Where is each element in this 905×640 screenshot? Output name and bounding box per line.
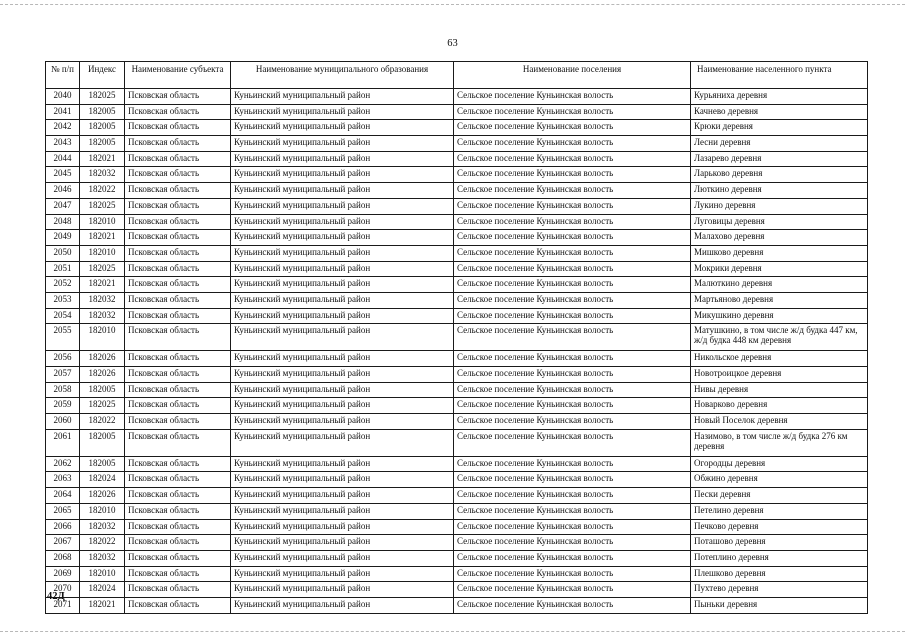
cell-municipality: Куньинский муниципальный район bbox=[231, 535, 454, 551]
cell-settlement: Сельское поселение Куньинская волость bbox=[454, 151, 691, 167]
cell-settlement: Сельское поселение Куньинская волость bbox=[454, 566, 691, 582]
cell-municipality: Куньинский муниципальный район bbox=[231, 582, 454, 598]
cell-locality: Поташово деревня bbox=[691, 535, 868, 551]
cell-num: 2061 bbox=[46, 429, 80, 456]
cell-subject: Псковская область bbox=[125, 104, 231, 120]
table-row bbox=[46, 214, 868, 230]
cell-num: 2050 bbox=[46, 245, 80, 261]
table-row bbox=[46, 104, 868, 120]
cell-settlement: Сельское поселение Куньинская волость bbox=[454, 89, 691, 105]
cell-subject: Псковская область bbox=[125, 120, 231, 136]
cell-index: 182021 bbox=[80, 597, 125, 613]
cell-index: 182022 bbox=[80, 414, 125, 430]
table-row bbox=[46, 488, 868, 504]
cell-index: 182025 bbox=[80, 198, 125, 214]
cell-num: 2065 bbox=[46, 503, 80, 519]
cell-num: 2068 bbox=[46, 550, 80, 566]
cell-num: 2042 bbox=[46, 120, 80, 136]
cell-subject: Псковская область bbox=[125, 566, 231, 582]
cell-index: 182032 bbox=[80, 292, 125, 308]
cell-municipality: Куньинский муниципальный район bbox=[231, 136, 454, 152]
cell-settlement: Сельское поселение Куньинская волость bbox=[454, 367, 691, 383]
cell-municipality: Куньинский муниципальный район bbox=[231, 230, 454, 246]
cell-settlement: Сельское поселение Куньинская волость bbox=[454, 214, 691, 230]
cell-subject: Псковская область bbox=[125, 198, 231, 214]
cell-num: 2053 bbox=[46, 292, 80, 308]
cell-subject: Псковская область bbox=[125, 429, 231, 456]
cell-settlement: Сельское поселение Куньинская волость bbox=[454, 230, 691, 246]
table-row bbox=[46, 89, 868, 105]
cell-subject: Псковская область bbox=[125, 308, 231, 324]
cell-num: 2045 bbox=[46, 167, 80, 183]
cell-settlement: Сельское поселение Куньинская волость bbox=[454, 183, 691, 199]
cell-settlement: Сельское поселение Куньинская волость bbox=[454, 324, 691, 351]
table-row bbox=[46, 429, 868, 456]
cell-subject: Псковская область bbox=[125, 351, 231, 367]
cell-subject: Псковская область bbox=[125, 414, 231, 430]
cell-locality: Качнево деревня bbox=[691, 104, 868, 120]
cell-index: 182010 bbox=[80, 324, 125, 351]
table-row bbox=[46, 503, 868, 519]
table-row bbox=[46, 382, 868, 398]
header-subject: Наименование субъекта bbox=[125, 62, 231, 89]
cell-index: 182005 bbox=[80, 382, 125, 398]
cell-locality: Матушкино, в том числе ж/д будка 447 км, ж/д будка 448 км деревня bbox=[691, 324, 868, 351]
cell-index: 182025 bbox=[80, 398, 125, 414]
cell-locality: Мишково деревня bbox=[691, 245, 868, 261]
cell-num: 2051 bbox=[46, 261, 80, 277]
cell-num: 2049 bbox=[46, 230, 80, 246]
cell-index: 182026 bbox=[80, 488, 125, 504]
cell-subject: Псковская область bbox=[125, 382, 231, 398]
cell-subject: Псковская область bbox=[125, 261, 231, 277]
table-row bbox=[46, 120, 868, 136]
cell-locality: Лазарево деревня bbox=[691, 151, 868, 167]
cell-locality: Малюткино деревня bbox=[691, 277, 868, 293]
table-row bbox=[46, 367, 868, 383]
cell-settlement: Сельское поселение Куньинская волость bbox=[454, 245, 691, 261]
header-num: № п/п bbox=[46, 62, 80, 89]
cell-index: 182026 bbox=[80, 351, 125, 367]
cell-subject: Псковская область bbox=[125, 488, 231, 504]
cell-index: 182022 bbox=[80, 183, 125, 199]
cell-num: 2059 bbox=[46, 398, 80, 414]
cell-num: 2057 bbox=[46, 367, 80, 383]
table-row bbox=[46, 398, 868, 414]
cell-num: 2058 bbox=[46, 382, 80, 398]
header-settlement: Наименование поселения bbox=[454, 62, 691, 89]
cell-locality: Лесни деревня bbox=[691, 136, 868, 152]
cell-settlement: Сельское поселение Куньинская волость bbox=[454, 104, 691, 120]
cell-subject: Псковская область bbox=[125, 519, 231, 535]
cell-locality: Новарково деревня bbox=[691, 398, 868, 414]
table-row bbox=[46, 292, 868, 308]
table-row bbox=[46, 535, 868, 551]
cell-index: 182005 bbox=[80, 429, 125, 456]
cell-municipality: Куньинский муниципальный район bbox=[231, 214, 454, 230]
header-municipality: Наименование муниципального образования bbox=[231, 62, 454, 89]
cell-index: 182032 bbox=[80, 308, 125, 324]
table-row bbox=[46, 519, 868, 535]
cell-locality: Петелино деревня bbox=[691, 503, 868, 519]
cell-locality: Пухтево деревня bbox=[691, 582, 868, 598]
cell-municipality: Куньинский муниципальный район bbox=[231, 550, 454, 566]
table-row bbox=[46, 198, 868, 214]
cell-municipality: Куньинский муниципальный район bbox=[231, 351, 454, 367]
cell-locality: Пыньки деревня bbox=[691, 597, 868, 613]
cell-subject: Псковская область bbox=[125, 230, 231, 246]
cell-index: 182010 bbox=[80, 566, 125, 582]
cell-municipality: Куньинский муниципальный район bbox=[231, 89, 454, 105]
cell-locality: Мартьяново деревня bbox=[691, 292, 868, 308]
table-row bbox=[46, 472, 868, 488]
cell-settlement: Сельское поселение Куньинская волость bbox=[454, 277, 691, 293]
cell-settlement: Сельское поселение Куньинская волость bbox=[454, 488, 691, 504]
table-row bbox=[46, 456, 868, 472]
cell-subject: Псковская область bbox=[125, 167, 231, 183]
cell-num: 2067 bbox=[46, 535, 80, 551]
cell-municipality: Куньинский муниципальный район bbox=[231, 472, 454, 488]
cell-subject: Псковская область bbox=[125, 472, 231, 488]
cell-subject: Псковская область bbox=[125, 292, 231, 308]
cell-locality: Малахово деревня bbox=[691, 230, 868, 246]
cell-settlement: Сельское поселение Куньинская волость bbox=[454, 308, 691, 324]
cell-municipality: Куньинский муниципальный район bbox=[231, 488, 454, 504]
cell-num: 2043 bbox=[46, 136, 80, 152]
cell-municipality: Куньинский муниципальный район bbox=[231, 414, 454, 430]
cell-locality: Нивы деревня bbox=[691, 382, 868, 398]
cell-municipality: Куньинский муниципальный район bbox=[231, 292, 454, 308]
cell-subject: Псковская область bbox=[125, 324, 231, 351]
cell-index: 182022 bbox=[80, 535, 125, 551]
cell-municipality: Куньинский муниципальный район bbox=[231, 456, 454, 472]
cell-num: 2040 bbox=[46, 89, 80, 105]
table-header-row bbox=[46, 62, 868, 89]
cell-num: 2047 bbox=[46, 198, 80, 214]
cell-locality: Никольское деревня bbox=[691, 351, 868, 367]
cell-municipality: Куньинский муниципальный район bbox=[231, 503, 454, 519]
cell-municipality: Куньинский муниципальный район bbox=[231, 277, 454, 293]
cell-settlement: Сельское поселение Куньинская волость bbox=[454, 414, 691, 430]
cell-index: 182021 bbox=[80, 230, 125, 246]
cell-subject: Псковская область bbox=[125, 214, 231, 230]
cell-settlement: Сельское поселение Куньинская волость bbox=[454, 472, 691, 488]
table-row bbox=[46, 351, 868, 367]
cell-subject: Псковская область bbox=[125, 503, 231, 519]
cell-municipality: Куньинский муниципальный район bbox=[231, 597, 454, 613]
cell-settlement: Сельское поселение Куньинская волость bbox=[454, 535, 691, 551]
footer-code: 42Д bbox=[47, 591, 65, 602]
cell-subject: Псковская область bbox=[125, 456, 231, 472]
cell-num: 2056 bbox=[46, 351, 80, 367]
cell-locality: Луговицы деревня bbox=[691, 214, 868, 230]
table-row bbox=[46, 183, 868, 199]
cell-index: 182024 bbox=[80, 472, 125, 488]
cell-subject: Псковская область bbox=[125, 398, 231, 414]
cell-settlement: Сельское поселение Куньинская волость bbox=[454, 382, 691, 398]
table-row bbox=[46, 414, 868, 430]
cell-locality: Потеплино деревня bbox=[691, 550, 868, 566]
cell-num: 2041 bbox=[46, 104, 80, 120]
cell-subject: Псковская область bbox=[125, 535, 231, 551]
cell-num: 2060 bbox=[46, 414, 80, 430]
table-row bbox=[46, 324, 868, 351]
table-row bbox=[46, 308, 868, 324]
cell-municipality: Куньинский муниципальный район bbox=[231, 382, 454, 398]
cell-locality: Новотроицкое деревня bbox=[691, 367, 868, 383]
cell-locality: Ларьково деревня bbox=[691, 167, 868, 183]
cell-index: 182010 bbox=[80, 503, 125, 519]
cell-municipality: Куньинский муниципальный район bbox=[231, 308, 454, 324]
cell-subject: Псковская область bbox=[125, 277, 231, 293]
table-row bbox=[46, 136, 868, 152]
cell-index: 182005 bbox=[80, 120, 125, 136]
cell-locality: Назимово, в том числе ж/д будка 276 км деревня bbox=[691, 429, 868, 456]
cell-num: 2055 bbox=[46, 324, 80, 351]
cell-settlement: Сельское поселение Куньинская волость bbox=[454, 198, 691, 214]
cell-locality: Огородцы деревня bbox=[691, 456, 868, 472]
cell-settlement: Сельское поселение Куньинская волость bbox=[454, 120, 691, 136]
cell-locality: Плешково деревня bbox=[691, 566, 868, 582]
cell-settlement: Сельское поселение Куньинская волость bbox=[454, 398, 691, 414]
cell-settlement: Сельское поселение Куньинская волость bbox=[454, 351, 691, 367]
cell-subject: Псковская область bbox=[125, 582, 231, 598]
cell-subject: Псковская область bbox=[125, 550, 231, 566]
cell-subject: Псковская область bbox=[125, 136, 231, 152]
cell-municipality: Куньинский муниципальный район bbox=[231, 167, 454, 183]
cell-subject: Псковская область bbox=[125, 89, 231, 105]
cell-index: 182021 bbox=[80, 277, 125, 293]
cell-subject: Псковская область bbox=[125, 597, 231, 613]
cell-municipality: Куньинский муниципальный район bbox=[231, 367, 454, 383]
cell-settlement: Сельское поселение Куньинская волость bbox=[454, 429, 691, 456]
cell-num: 2069 bbox=[46, 566, 80, 582]
cell-locality: Микушкино деревня bbox=[691, 308, 868, 324]
cell-index: 182010 bbox=[80, 214, 125, 230]
table-row bbox=[46, 277, 868, 293]
cell-locality: Курьяниха деревня bbox=[691, 89, 868, 105]
table-body bbox=[46, 89, 868, 614]
cell-settlement: Сельское поселение Куньинская волость bbox=[454, 503, 691, 519]
cell-subject: Псковская область bbox=[125, 245, 231, 261]
cell-subject: Псковская область bbox=[125, 367, 231, 383]
cell-municipality: Куньинский муниципальный район bbox=[231, 261, 454, 277]
cell-settlement: Сельское поселение Куньинская волость bbox=[454, 519, 691, 535]
cell-index: 182032 bbox=[80, 519, 125, 535]
header-index: Индекс bbox=[80, 62, 125, 89]
cell-index: 182021 bbox=[80, 151, 125, 167]
cell-num: 2064 bbox=[46, 488, 80, 504]
scan-edge-bottom bbox=[0, 631, 905, 632]
cell-settlement: Сельское поселение Куньинская волость bbox=[454, 167, 691, 183]
cell-settlement: Сельское поселение Куньинская волость bbox=[454, 261, 691, 277]
cell-locality: Крюки деревня bbox=[691, 120, 868, 136]
cell-num: 2048 bbox=[46, 214, 80, 230]
cell-locality: Лукино деревня bbox=[691, 198, 868, 214]
cell-settlement: Сельское поселение Куньинская волость bbox=[454, 136, 691, 152]
table-row bbox=[46, 566, 868, 582]
cell-locality: Обжино деревня bbox=[691, 472, 868, 488]
localities-table bbox=[45, 61, 868, 614]
cell-index: 182024 bbox=[80, 582, 125, 598]
cell-municipality: Куньинский муниципальный район bbox=[231, 519, 454, 535]
cell-index: 182005 bbox=[80, 456, 125, 472]
cell-index: 182025 bbox=[80, 89, 125, 105]
cell-municipality: Куньинский муниципальный район bbox=[231, 566, 454, 582]
cell-num: 2066 bbox=[46, 519, 80, 535]
cell-locality: Печково деревня bbox=[691, 519, 868, 535]
cell-num: 2062 bbox=[46, 456, 80, 472]
cell-municipality: Куньинский муниципальный район bbox=[231, 398, 454, 414]
table-row bbox=[46, 597, 868, 613]
cell-num: 2044 bbox=[46, 151, 80, 167]
cell-settlement: Сельское поселение Куньинская волость bbox=[454, 597, 691, 613]
cell-index: 182025 bbox=[80, 261, 125, 277]
cell-municipality: Куньинский муниципальный район bbox=[231, 120, 454, 136]
cell-num: 2052 bbox=[46, 277, 80, 293]
cell-municipality: Куньинский муниципальный район bbox=[231, 198, 454, 214]
header-locality: Наименование населенного пункта bbox=[691, 62, 868, 89]
cell-subject: Псковская область bbox=[125, 151, 231, 167]
cell-num: 2046 bbox=[46, 183, 80, 199]
cell-num: 2063 bbox=[46, 472, 80, 488]
cell-index: 182032 bbox=[80, 550, 125, 566]
cell-municipality: Куньинский муниципальный район bbox=[231, 104, 454, 120]
cell-settlement: Сельское поселение Куньинская волость bbox=[454, 456, 691, 472]
table-row bbox=[46, 167, 868, 183]
cell-municipality: Куньинский муниципальный район bbox=[231, 183, 454, 199]
cell-locality: Пески деревня bbox=[691, 488, 868, 504]
cell-locality: Мокрики деревня bbox=[691, 261, 868, 277]
cell-index: 182032 bbox=[80, 167, 125, 183]
cell-index: 182005 bbox=[80, 136, 125, 152]
table-row bbox=[46, 582, 868, 598]
cell-locality: Люткино деревня bbox=[691, 183, 868, 199]
scan-edge-top bbox=[0, 4, 905, 5]
cell-municipality: Куньинский муниципальный район bbox=[231, 429, 454, 456]
table-row bbox=[46, 245, 868, 261]
cell-num: 2054 bbox=[46, 308, 80, 324]
table-row bbox=[46, 230, 868, 246]
cell-settlement: Сельское поселение Куньинская волость bbox=[454, 292, 691, 308]
cell-settlement: Сельское поселение Куньинская волость bbox=[454, 582, 691, 598]
cell-municipality: Куньинский муниципальный район bbox=[231, 324, 454, 351]
cell-num: 2070 bbox=[46, 582, 80, 598]
cell-municipality: Куньинский муниципальный район bbox=[231, 151, 454, 167]
cell-locality: Новый Поселок деревня bbox=[691, 414, 868, 430]
cell-settlement: Сельское поселение Куньинская волость bbox=[454, 550, 691, 566]
cell-municipality: Куньинский муниципальный район bbox=[231, 245, 454, 261]
table-row bbox=[46, 151, 868, 167]
table-row bbox=[46, 261, 868, 277]
cell-subject: Псковская область bbox=[125, 183, 231, 199]
page-number: 63 bbox=[447, 38, 458, 49]
cell-index: 182026 bbox=[80, 367, 125, 383]
table-row bbox=[46, 550, 868, 566]
cell-index: 182010 bbox=[80, 245, 125, 261]
cell-index: 182005 bbox=[80, 104, 125, 120]
cell-num: 2071 bbox=[46, 597, 80, 613]
